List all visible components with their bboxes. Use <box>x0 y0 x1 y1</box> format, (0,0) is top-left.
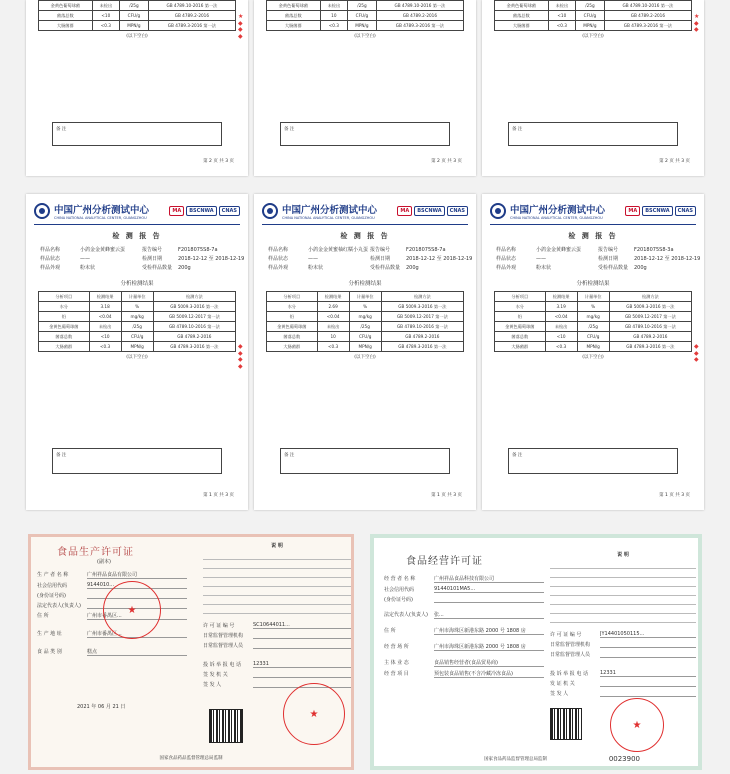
report-sheet-top-3 <box>482 0 704 176</box>
page-number: 第 1 页 共 3 页 <box>203 493 234 498</box>
report-header <box>254 194 476 220</box>
ilac-badge: BSCNWA <box>642 206 672 216</box>
page-number: 第 2 页 共 3 页 <box>431 159 462 164</box>
company-name: 中国广州分析测试中心 <box>54 205 150 216</box>
explain-title: 说 明 <box>271 543 283 549</box>
remark-box: 备 注 <box>508 448 678 474</box>
license-copy-label: (副本) <box>97 559 111 565</box>
cnas-badge: CNAS <box>675 206 696 216</box>
report-header <box>482 194 704 220</box>
report-title: 检 测 报 告 <box>568 231 618 240</box>
results-table-top-3: 金黄色葡萄球菌 未检出 /25g GB 4789.10-2016 第一法 菌落总数 <10 CFU/g GB 4789.2-2016 大肠菌群 <0.3 MPN/g GB 4789.3-2016 第一法 <box>494 0 692 31</box>
center-logo-icon <box>34 203 50 219</box>
page-number: 第 1 页 共 3 页 <box>659 493 690 498</box>
cert-badges <box>625 206 696 216</box>
qr-code-icon <box>209 709 243 743</box>
side-seal-mark: ◆ ◆ ◆ <box>694 343 699 364</box>
qr-code-icon <box>550 708 582 740</box>
header-rule <box>262 224 468 225</box>
company-name-en: CHINA NATIONAL ANALYTICAL CENTER, GUANGZHOU <box>510 216 603 220</box>
production-license <box>28 534 354 770</box>
company-name-en: CHINA NATIONAL ANALYTICAL CENTER, GUANGZHOU <box>54 216 147 220</box>
license-footer: 国家食品药品监督管理总局监制 <box>484 756 547 762</box>
ilac-badge: BSCNWA <box>186 206 216 216</box>
center-logo-icon <box>490 203 506 219</box>
cnas-badge: CNAS <box>219 206 240 216</box>
report-meta: 样品名称 小鸽金金黄蜜柚红糯小丸蛋 报告编号 F2018075S8-7a 样品状态 —— 检测日期 2018-12-12 至 2018-12-19 样品外观 粉末状 受检样品数量 200g <box>268 247 473 271</box>
analysis-title: 分析检测结果 <box>120 281 154 287</box>
red-seal-icon: ★ <box>283 683 345 745</box>
analysis-title: 分析检测结果 <box>348 281 382 287</box>
report-sheet-top-1 <box>26 0 248 176</box>
header-rule <box>490 224 696 225</box>
red-seal-icon: ★ <box>610 698 664 752</box>
explain-title: 说 明 <box>617 552 629 558</box>
blank-note: (以下空白) <box>126 355 148 360</box>
header-rule <box>34 224 240 225</box>
report-sheet-top-2 <box>254 0 476 176</box>
operation-license-left <box>384 552 544 678</box>
license-footer: 国家食品药品监督管理总局监制 <box>159 755 223 761</box>
remark-box: 备 注 <box>52 122 222 146</box>
page-number: 第 1 页 共 3 页 <box>431 493 462 498</box>
operation-license-right: 说 明 许 可 证 编 号 JY14401050115... 日常监督管理机构 日常监督管理人员 投 诉 举 报 电 话 12331 发 证 机 关 签 发 人 <box>550 552 696 697</box>
report-title: 检 测 报 告 <box>112 231 162 240</box>
ilac-badge: BSCNWA <box>414 206 444 216</box>
remark-box: 备 注 <box>52 448 222 474</box>
results-table: 分析项目 检测结果 计量单位 检测方法 水分 3.19 % GB 5009.3-2016 第一法 铅 <0.04 mg/kg GB 5009.12-2017 第一法 金黄色葡萄球菌 未检出 /25g GB 4789.10-2016 第一法 菌落总数 <10 CFU/g GB 4789.2-2016 大肠菌群 <0.3 MPN/g GB 4789.3-2016 第一法 <box>494 291 692 352</box>
remark-box: 备 注 <box>280 448 450 474</box>
cma-badge: MA <box>397 206 412 216</box>
license-title: 食品经营许可证 <box>406 556 483 567</box>
report-meta: 样品名称 小鸽金金黄蜂蜜云蛋 报告编号 F2018075S8-7a 样品状态 —— 检测日期 2018-12-12 至 2018-12-19 样品外观 粉末状 受检样品数量 200g <box>40 247 245 271</box>
results-table: 分析项目 检测结果 计量单位 检测方法 水分 3.18 % GB 5009.3-2016 第一法 铅 <0.04 mg/kg GB 5009.12-2017 第一法 金黄色葡萄球菌 未检出 /25g GB 4789.10-2016 第一法 菌落总数 <10 CFU/g GB 4789.2-2016 大肠菌群 <0.3 MPN/g GB 4789.3-2016 第一法 <box>38 291 236 352</box>
report-title: 检 测 报 告 <box>340 231 390 240</box>
analysis-title: 分析检测结果 <box>576 281 610 287</box>
blank-note: (以下空白) <box>582 34 604 39</box>
report-header <box>26 194 248 220</box>
results-table-top-1: 金黄色葡萄球菌 未检出 /25g GB 4789.10-2016 第一法 菌落总数 <10 CFU/g GB 4789.2-2016 大肠菌群 <0.3 MPN/g GB 4789.3-2016 第一法 <box>38 0 236 31</box>
remark-box: 备 注 <box>280 122 450 146</box>
side-seal-mark: ◆ ◆ ◆ ◆ <box>238 343 243 370</box>
blank-note: (以下空白) <box>126 34 148 39</box>
license-date: 2021 年 06 月 21 日 <box>77 704 126 710</box>
side-seal-mark: ★ ◆ ◆ <box>694 13 700 34</box>
remark-box: 备 注 <box>508 122 678 146</box>
cert-badges <box>397 206 468 216</box>
cma-badge: MA <box>625 206 640 216</box>
report-sheet-mid-2 <box>254 194 476 510</box>
report-sheet-mid-3 <box>482 194 704 510</box>
explain-lines <box>550 562 696 623</box>
results-table: 分析项目 检测结果 计量单位 检测方法 水分 2.69 % GB 5009.3-2016 第一法 铅 <0.04 mg/kg GB 5009.12-2017 第一法 金黄色葡萄球菌 未检出 /25g GB 4789.10-2016 第一法 菌落总数 10 CFU/g GB 4789.2-2016 大肠菌群 <0.3 MPN/g GB 4789.3-2016 第一法 <box>266 291 464 352</box>
license-title: 食品生产许可证 <box>57 547 134 558</box>
explain-lines <box>203 553 351 614</box>
blank-note: (以下空白) <box>582 355 604 360</box>
red-seal-icon: ★ <box>103 581 161 639</box>
results-table-top-2: 金黄色葡萄球菌 未检出 /25g GB 4789.10-2016 第一法 菌落总数 10 CFU/g GB 4789.2-2016 大肠菌群 <0.3 MPN/g GB 4789.3-2016 第一法 <box>266 0 464 31</box>
company-name: 中国广州分析测试中心 <box>282 205 378 216</box>
operation-license <box>370 534 702 770</box>
production-license-right: 说 明 许 可 证 编 号 SC10644011... 日常监督管理机构 日常监督管理人员 投 诉 举 报 电 话 12331 签 发 机 关 签 发 人 <box>203 543 351 688</box>
company-name-en: CHINA NATIONAL ANALYTICAL CENTER, GUANGZHOU <box>282 216 375 220</box>
report-sheet-mid-1 <box>26 194 248 510</box>
license-fields: 经 营 者 名 称 广州祥品食品科技有限公司 社会信用代码 91440101MA5... (身份证号码) 法定代表人(负责人) 张... 住 所 广州市海珠区新港东路 2000 号 1808 房 经 营 场 所 广州市海珠区新港东路 2000 号 1808 房 主 体 业 态 食品销售经营者(食品贸易商) 经 营 项 目 预包装食品销售(不含冷藏冷冻食品) <box>384 575 544 678</box>
center-logo-icon <box>262 203 278 219</box>
side-seal-mark: ★ ◆ ◆ ◆ <box>238 13 244 40</box>
license-fields: 生 产 者 名 称 广州祥品食品有限公司 社会信用代码 9144010... (身份证号码) 法定代表人(负责人) 住 所 广州市番禺区... 生 产 地 址 广州市番禺区... 食 品 类 别 糕点 <box>37 571 187 656</box>
page-number: 第 2 页 共 3 页 <box>203 159 234 164</box>
blank-note: (以下空白) <box>354 34 376 39</box>
cert-badges <box>169 206 240 216</box>
cnas-badge: CNAS <box>447 206 468 216</box>
blank-note: (以下空白) <box>354 355 376 360</box>
company-name: 中国广州分析测试中心 <box>510 205 606 216</box>
page-number: 第 2 页 共 3 页 <box>659 159 690 164</box>
license-serial: 0023900 <box>608 754 640 763</box>
cma-badge: MA <box>169 206 184 216</box>
report-meta: 样品名称 小鸽金金黄蜂蜜云蛋 报告编号 F2018075S8-3a 样品状态 —— 检测日期 2018-12-12 至 2018-12-19 样品外观 粉末状 受检样品数量 200g <box>496 247 701 271</box>
